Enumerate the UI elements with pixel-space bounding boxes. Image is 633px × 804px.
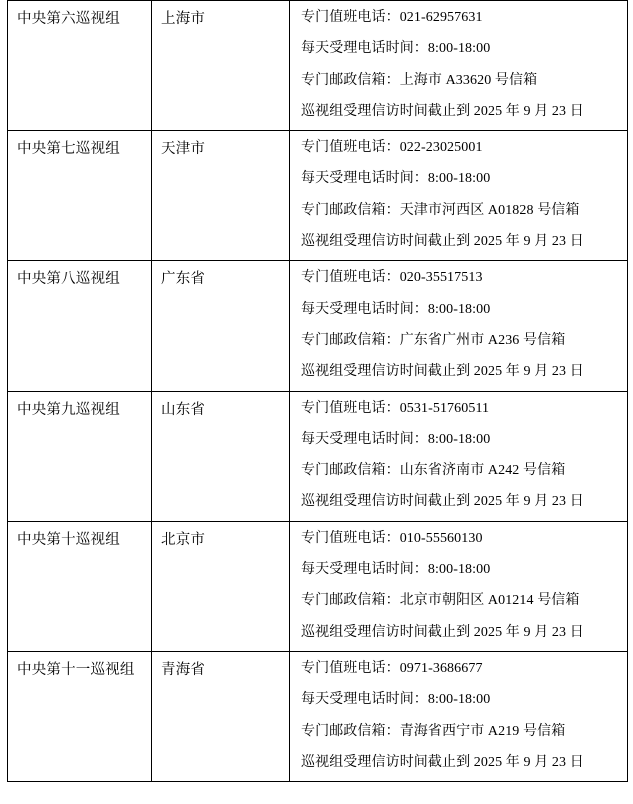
inspection-group-name: 中央第六巡视组 bbox=[17, 11, 120, 27]
inspection-group-name: 中央第十巡视组 bbox=[17, 531, 120, 548]
table-cell-group bbox=[8, 261, 152, 391]
table-row bbox=[8, 261, 628, 391]
mail-box-line: 专门邮政信箱：上海市 A33620 号信箱 bbox=[301, 72, 538, 88]
table-cell-region bbox=[152, 131, 290, 261]
deadline-line: 巡视组受理信访时间截止到 2025 年 9 月 23 日 bbox=[301, 754, 584, 770]
table-row bbox=[8, 391, 628, 521]
table-body bbox=[8, 1, 628, 782]
deadline-line: 巡视组受理信访时间截止到 2025 年 9 月 23 日 bbox=[301, 364, 584, 380]
inspected-region-name: 上海市 bbox=[161, 11, 206, 27]
inspection-contact-table bbox=[7, 0, 628, 782]
table-row bbox=[8, 651, 628, 781]
mail-box-line: 专门邮政信箱：山东省济南市 A242 号信箱 bbox=[301, 463, 566, 479]
mail-box-line: 专门邮政信箱：北京市朝阳区 A01214 号信箱 bbox=[301, 593, 580, 609]
inspected-region-name: 山东省 bbox=[161, 401, 206, 418]
inspection-group-name: 中央第十一巡视组 bbox=[17, 661, 135, 678]
table-cell-region bbox=[152, 521, 290, 651]
duty-phone-line: 专门值班电话：020-35517513 bbox=[301, 270, 483, 286]
table-cell-region bbox=[152, 391, 290, 521]
mail-box-line: 专门邮政信箱：天津市河西区 A01828 号信箱 bbox=[301, 202, 580, 218]
mail-box-line: 专门邮政信箱：广东省广州市 A236 号信箱 bbox=[301, 332, 566, 348]
table-cell-contact bbox=[290, 391, 628, 521]
mail-box-line: 专门邮政信箱：青海省西宁市 A219 号信箱 bbox=[301, 723, 566, 739]
table-cell-contact bbox=[290, 1, 628, 131]
duty-phone-line: 专门值班电话：0971-3686677 bbox=[301, 660, 483, 676]
table-row bbox=[8, 131, 628, 261]
deadline-line: 巡视组受理信访时间截止到 2025 年 9 月 23 日 bbox=[301, 494, 584, 510]
inspected-region-name: 广东省 bbox=[161, 271, 206, 288]
phone-hours-line: 每天受理电话时间：8:00-18:00 bbox=[301, 562, 491, 578]
deadline-line: 巡视组受理信访时间截止到 2025 年 9 月 23 日 bbox=[301, 234, 584, 250]
table-cell-group bbox=[8, 521, 152, 651]
phone-hours-line: 每天受理电话时间：8:00-18:00 bbox=[301, 301, 491, 317]
table-cell-contact bbox=[290, 521, 628, 651]
table-cell-contact bbox=[290, 131, 628, 261]
duty-phone-line: 专门值班电话：021-62957631 bbox=[301, 10, 483, 25]
table-row bbox=[8, 1, 628, 131]
inspection-group-name: 中央第七巡视组 bbox=[17, 141, 120, 158]
table-cell-contact bbox=[290, 651, 628, 781]
table-cell-group bbox=[8, 1, 152, 131]
table-cell-region bbox=[152, 1, 290, 131]
duty-phone-line: 专门值班电话：010-55560130 bbox=[301, 530, 483, 546]
inspected-region-name: 天津市 bbox=[161, 141, 206, 158]
deadline-line: 巡视组受理信访时间截止到 2025 年 9 月 23 日 bbox=[301, 624, 584, 640]
table-cell-group bbox=[8, 651, 152, 781]
phone-hours-line: 每天受理电话时间：8:00-18:00 bbox=[301, 692, 491, 708]
inspection-group-name: 中央第八巡视组 bbox=[17, 271, 120, 288]
phone-hours-line: 每天受理电话时间：8:00-18:00 bbox=[301, 431, 491, 447]
inspection-group-name: 中央第九巡视组 bbox=[17, 401, 120, 418]
phone-hours-line: 每天受理电话时间：8:00-18:00 bbox=[301, 171, 491, 187]
table-cell-region bbox=[152, 651, 290, 781]
duty-phone-line: 专门值班电话：0531-51760511 bbox=[301, 400, 490, 416]
duty-phone-line: 专门值班电话：022-23025001 bbox=[301, 140, 483, 156]
table-cell-group bbox=[8, 131, 152, 261]
table-cell-group bbox=[8, 391, 152, 521]
table-cell-region bbox=[152, 261, 290, 391]
inspected-region-name: 北京市 bbox=[161, 531, 206, 548]
inspected-region-name: 青海省 bbox=[161, 661, 206, 678]
deadline-line: 巡视组受理信访时间截止到 2025 年 9 月 23 日 bbox=[301, 103, 584, 119]
table-row bbox=[8, 521, 628, 651]
table-cell-contact bbox=[290, 261, 628, 391]
phone-hours-line: 每天受理电话时间：8:00-18:00 bbox=[301, 41, 491, 57]
